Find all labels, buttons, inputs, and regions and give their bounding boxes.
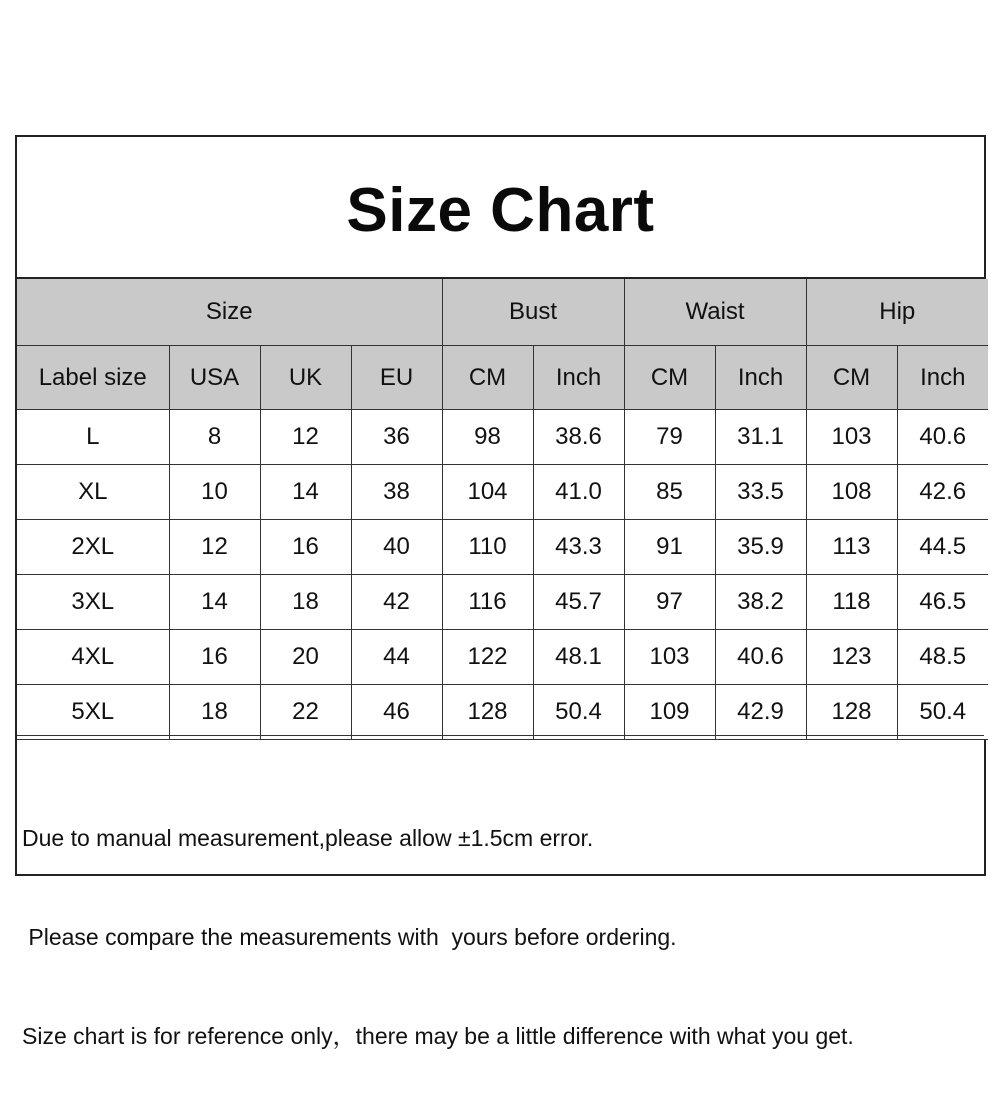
table-cell: 113 — [806, 520, 897, 575]
table-cell: 110 — [442, 520, 533, 575]
group-header-size: Size — [17, 279, 442, 346]
table-cell: 122 — [442, 630, 533, 685]
table-cell: 38.2 — [715, 575, 806, 630]
table-cell: 42 — [351, 575, 442, 630]
table-cell: 108 — [806, 465, 897, 520]
table-cell: 12 — [260, 410, 351, 465]
table-cell: 46.5 — [897, 575, 988, 630]
size-table — [17, 279, 988, 740]
note-line: Size chart is for reference only，there may be a little difference with what you get. — [22, 1023, 854, 1049]
table-cell: 104 — [442, 465, 533, 520]
group-header-row — [17, 279, 988, 346]
table-cell: 20 — [260, 630, 351, 685]
table-cell: 16 — [169, 630, 260, 685]
table-cell: 118 — [806, 575, 897, 630]
table-cell: 40.6 — [715, 630, 806, 685]
table-cell: 40.6 — [897, 410, 988, 465]
title-row — [17, 137, 984, 279]
table-cell: 5XL — [17, 685, 169, 740]
table-cell: 35.9 — [715, 520, 806, 575]
table-cell: 44.5 — [897, 520, 988, 575]
table-cell: 38 — [351, 465, 442, 520]
table-cell: 85 — [624, 465, 715, 520]
column-header: USA — [169, 346, 260, 410]
table-cell: 36 — [351, 410, 442, 465]
column-header: Label size — [17, 346, 169, 410]
table-row — [17, 465, 988, 520]
table-cell: 10 — [169, 465, 260, 520]
table-cell: 46 — [351, 685, 442, 740]
table-cell: 128 — [442, 685, 533, 740]
table-row — [17, 630, 988, 685]
column-header: Inch — [715, 346, 806, 410]
table-cell: XL — [17, 465, 169, 520]
column-header: CM — [624, 346, 715, 410]
page-title: Size Chart — [346, 175, 655, 245]
group-header-waist: Waist — [624, 279, 806, 346]
column-header: Inch — [897, 346, 988, 410]
table-cell: 50.4 — [897, 685, 988, 740]
table-cell: 91 — [624, 520, 715, 575]
group-header-hip: Hip — [806, 279, 988, 346]
table-cell: 4XL — [17, 630, 169, 685]
table-cell: 14 — [169, 575, 260, 630]
table-cell: 38.6 — [533, 410, 624, 465]
column-header: UK — [260, 346, 351, 410]
table-cell: 48.5 — [897, 630, 988, 685]
table-cell: 116 — [442, 575, 533, 630]
table-row — [17, 520, 988, 575]
table-cell: 97 — [624, 575, 715, 630]
table-cell: 40 — [351, 520, 442, 575]
table-row — [17, 575, 988, 630]
table-cell: 50.4 — [533, 685, 624, 740]
column-header: Inch — [533, 346, 624, 410]
table-cell: 18 — [260, 575, 351, 630]
column-header: CM — [442, 346, 533, 410]
table-cell: 12 — [169, 520, 260, 575]
table-cell: 42.9 — [715, 685, 806, 740]
table-cell: 103 — [624, 630, 715, 685]
group-header-bust: Bust — [442, 279, 624, 346]
table-cell: 103 — [806, 410, 897, 465]
table-cell: 109 — [624, 685, 715, 740]
table-cell: 43.3 — [533, 520, 624, 575]
size-chart — [15, 135, 986, 1049]
table-cell: 16 — [260, 520, 351, 575]
table-cell: 22 — [260, 685, 351, 740]
table-cell: 45.7 — [533, 575, 624, 630]
table-cell: 18 — [169, 685, 260, 740]
table-body — [17, 410, 988, 740]
table-row — [17, 685, 988, 740]
table-cell: 98 — [442, 410, 533, 465]
sub-header-row — [17, 346, 988, 410]
table-cell: 42.6 — [897, 465, 988, 520]
column-header: EU — [351, 346, 442, 410]
table-cell: 44 — [351, 630, 442, 685]
table-cell: 128 — [806, 685, 897, 740]
table-cell: 2XL — [17, 520, 169, 575]
note-line: Please compare the measurements with yours before ordering. — [22, 924, 677, 950]
table-cell: 48.1 — [533, 630, 624, 685]
table-cell: L — [17, 410, 169, 465]
table-cell: 8 — [169, 410, 260, 465]
table-cell: 123 — [806, 630, 897, 685]
note-line: Due to manual measurement,please allow ±1.5cm error. — [22, 825, 594, 851]
column-header: CM — [806, 346, 897, 410]
table-cell: 3XL — [17, 575, 169, 630]
table-cell: 33.5 — [715, 465, 806, 520]
notes — [17, 735, 984, 1049]
table-row — [17, 410, 988, 465]
table-cell: 14 — [260, 465, 351, 520]
table-cell: 41.0 — [533, 465, 624, 520]
table-cell: 31.1 — [715, 410, 806, 465]
table-cell: 79 — [624, 410, 715, 465]
